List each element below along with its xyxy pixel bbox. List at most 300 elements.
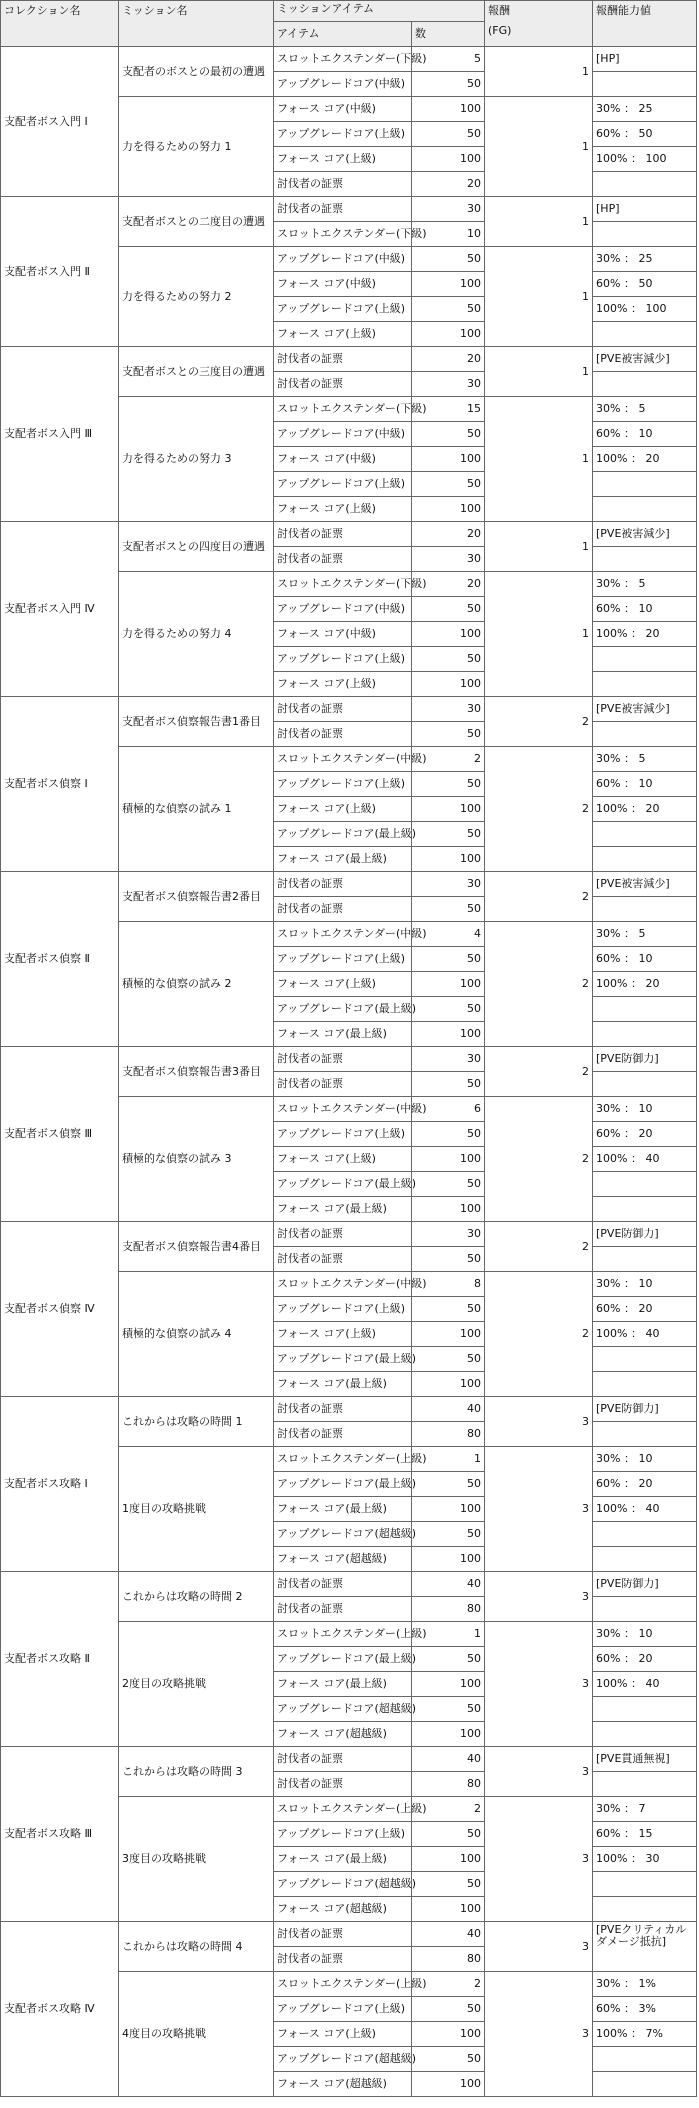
ability-value: 30% ： 5 (593, 747, 697, 772)
reward-fg: 2 (485, 1222, 593, 1272)
reward-fg: 1 (485, 397, 593, 522)
ability-value: 100% ： 7% (593, 2022, 697, 2047)
reward-fg: 2 (485, 922, 593, 1047)
reward-fg: 3 (485, 1447, 593, 1572)
item-name: スロットエクステンダー(上級) (274, 1797, 412, 1822)
item-count: 6 (412, 1097, 485, 1122)
mission-name: 支配者ボスとの四度目の遭遇 (119, 522, 274, 572)
item-name: スロットエクステンダー(上級) (274, 1622, 412, 1647)
ability-value: 100% ： 40 (593, 1672, 697, 1697)
item-count: 50 (412, 422, 485, 447)
mission-name: 1度目の攻略挑戦 (119, 1447, 274, 1572)
reward-fg: 3 (485, 1972, 593, 2097)
mission-name: 支配者ボス偵察報告書1番目 (119, 697, 274, 747)
ability-value: 30% ： 5 (593, 572, 697, 597)
item-name: フォース コア(上級) (274, 1147, 412, 1172)
item-count: 10 (412, 222, 485, 247)
reward-fg: 2 (485, 1047, 593, 1097)
ability-value: 60% ： 50 (593, 122, 697, 147)
item-count: 50 (412, 1297, 485, 1322)
ability-value (593, 1347, 697, 1372)
item-count: 15 (412, 397, 485, 422)
reward-fg: 3 (485, 1397, 593, 1447)
item-name: アップグレードコア(最上級) (274, 822, 412, 847)
ability-value: [PVE被害減少] (593, 522, 697, 547)
item-name: 討伐者の証票 (274, 1422, 412, 1447)
ability-value (593, 1722, 697, 1747)
table-row (1, 1397, 697, 1422)
ability-value (593, 72, 697, 97)
item-name: アップグレードコア(最上級) (274, 997, 412, 1022)
table-row (1, 1047, 697, 1072)
ability-value (593, 1897, 697, 1922)
header-reward-unit: (FG) (488, 24, 512, 37)
item-count: 20 (412, 572, 485, 597)
ability-value: 30% ： 1% (593, 1972, 697, 1997)
item-count: 80 (412, 1597, 485, 1622)
ability-value: 100% ： 40 (593, 1147, 697, 1172)
header-reward (485, 1, 593, 47)
item-name: アップグレードコア(超越級) (274, 1872, 412, 1897)
item-count: 100 (412, 1022, 485, 1047)
item-count: 100 (412, 672, 485, 697)
ability-value: 100% ： 100 (593, 147, 697, 172)
collection-name: 支配者ボス偵察 Ⅲ (1, 1047, 119, 1222)
collection-name: 支配者ボス入門 Ⅰ (1, 47, 119, 197)
item-name: フォース コア(最上級) (274, 847, 412, 872)
collection-name: 支配者ボス攻略 Ⅲ (1, 1747, 119, 1922)
table-row (1, 1747, 697, 1772)
item-name: アップグレードコア(最上級) (274, 1172, 412, 1197)
header-item: アイテム (274, 22, 412, 47)
table-row (1, 697, 697, 722)
ability-value (593, 847, 697, 872)
reward-fg: 2 (485, 747, 593, 872)
item-name: アップグレードコア(上級) (274, 772, 412, 797)
item-count: 100 (412, 1672, 485, 1697)
item-name: フォース コア(最上級) (274, 1672, 412, 1697)
reward-fg: 1 (485, 247, 593, 347)
item-name: スロットエクステンダー(下級) (274, 222, 412, 247)
item-name: フォース コア(超越級) (274, 1897, 412, 1922)
ability-value: 60% ： 50 (593, 272, 697, 297)
mission-name: 支配者ボス偵察報告書4番目 (119, 1222, 274, 1272)
ability-value (593, 722, 697, 747)
ability-value (593, 1422, 697, 1447)
ability-value: [PVE被害減少] (593, 872, 697, 897)
ability-value: 100% ： 40 (593, 1322, 697, 1347)
reward-fg: 1 (485, 97, 593, 197)
item-count: 50 (412, 722, 485, 747)
item-count: 50 (412, 1522, 485, 1547)
item-name: フォース コア(超越級) (274, 1722, 412, 1747)
item-name: スロットエクステンダー(下級) (274, 47, 412, 72)
ability-value (593, 2047, 697, 2072)
item-count: 20 (412, 172, 485, 197)
item-name: フォース コア(超越級) (274, 1547, 412, 1572)
item-name: フォース コア(上級) (274, 2022, 412, 2047)
ability-value: 100% ： 30 (593, 1847, 697, 1872)
item-name: スロットエクステンダー(中級) (274, 1097, 412, 1122)
ability-value: 60% ： 10 (593, 422, 697, 447)
mission-name: これからは攻略の時間 2 (119, 1572, 274, 1622)
item-name: 討伐者の証票 (274, 172, 412, 197)
item-count: 50 (412, 1997, 485, 2022)
ability-value: 60% ： 10 (593, 947, 697, 972)
mission-name: これからは攻略の時間 4 (119, 1922, 274, 1972)
item-name: スロットエクステンダー(中級) (274, 1272, 412, 1297)
item-name: 討伐者の証票 (274, 1072, 412, 1097)
item-count: 50 (412, 1247, 485, 1272)
ability-value (593, 1172, 697, 1197)
item-name: フォース コア(中級) (274, 447, 412, 472)
item-name: アップグレードコア(上級) (274, 1297, 412, 1322)
ability-value: 100% ： 100 (593, 297, 697, 322)
item-name: フォース コア(最上級) (274, 1197, 412, 1222)
item-count: 100 (412, 1547, 485, 1572)
item-count: 50 (412, 1347, 485, 1372)
header-reward-label: 報酬 (488, 4, 510, 17)
item-name: フォース コア(上級) (274, 322, 412, 347)
item-count: 100 (412, 972, 485, 997)
item-name: 討伐者の証票 (274, 1747, 412, 1772)
ability-value: [HP] (593, 197, 697, 222)
table-row (1, 47, 697, 72)
ability-value: 60% ： 20 (593, 1297, 697, 1322)
ability-value: 30% ： 10 (593, 1097, 697, 1122)
reward-fg: 1 (485, 572, 593, 697)
item-name: スロットエクステンダー(中級) (274, 922, 412, 947)
item-name: 討伐者の証票 (274, 1947, 412, 1972)
collection-name: 支配者ボス攻略 Ⅳ (1, 1922, 119, 2097)
mission-name: 力を得るための努力 2 (119, 247, 274, 347)
item-count: 80 (412, 1772, 485, 1797)
ability-value: 100% ： 20 (593, 622, 697, 647)
mission-name: これからは攻略の時間 3 (119, 1747, 274, 1797)
header-mission: ミッション名 (119, 1, 274, 47)
item-count: 1 (412, 1447, 485, 1472)
item-name: フォース コア(中級) (274, 622, 412, 647)
ability-value: 100% ： 20 (593, 797, 697, 822)
item-count: 40 (412, 1397, 485, 1422)
item-name: フォース コア(中級) (274, 272, 412, 297)
ability-value (593, 547, 697, 572)
item-name: フォース コア(上級) (274, 672, 412, 697)
mission-name: 4度目の攻略挑戦 (119, 1972, 274, 2097)
item-count: 50 (412, 2047, 485, 2072)
ability-value: 60% ： 20 (593, 1472, 697, 1497)
ability-value (593, 1522, 697, 1547)
item-count: 50 (412, 297, 485, 322)
collection-name: 支配者ボス入門 Ⅳ (1, 522, 119, 697)
item-count: 30 (412, 547, 485, 572)
item-count: 50 (412, 1697, 485, 1722)
item-count: 50 (412, 72, 485, 97)
ability-value: 100% ： 20 (593, 972, 697, 997)
item-name: 討伐者の証票 (274, 872, 412, 897)
reward-fg: 1 (485, 522, 593, 572)
item-count: 50 (412, 1472, 485, 1497)
ability-value: [PVE防御力] (593, 1397, 697, 1422)
item-name: アップグレードコア(上級) (274, 297, 412, 322)
item-name: フォース コア(最上級) (274, 1847, 412, 1872)
item-count: 50 (412, 1172, 485, 1197)
item-name: 討伐者の証票 (274, 372, 412, 397)
table-row (1, 197, 697, 222)
item-name: 討伐者の証票 (274, 547, 412, 572)
header-mission-item: ミッションアイテム (274, 1, 485, 22)
item-count: 30 (412, 1047, 485, 1072)
item-count: 50 (412, 1122, 485, 1147)
item-count: 100 (412, 2022, 485, 2047)
ability-value (593, 1697, 697, 1722)
reward-fg: 3 (485, 1572, 593, 1622)
ability-value: 30% ： 5 (593, 397, 697, 422)
item-name: アップグレードコア(上級) (274, 1997, 412, 2022)
item-name: フォース コア(中級) (274, 97, 412, 122)
mission-name: 力を得るための努力 4 (119, 572, 274, 697)
item-name: アップグレードコア(超越級) (274, 2047, 412, 2072)
ability-value (593, 222, 697, 247)
reward-fg: 3 (485, 1797, 593, 1922)
item-name: アップグレードコア(超越級) (274, 1697, 412, 1722)
header-row-1 (1, 1, 697, 22)
item-count: 100 (412, 322, 485, 347)
ability-value: 30% ： 10 (593, 1622, 697, 1647)
ability-value (593, 2072, 697, 2097)
item-count: 8 (412, 1272, 485, 1297)
ability-value (593, 1022, 697, 1047)
collection-name: 支配者ボス攻略 Ⅰ (1, 1397, 119, 1572)
mission-name: これからは攻略の時間 1 (119, 1397, 274, 1447)
item-name: 討伐者の証票 (274, 722, 412, 747)
item-name: 討伐者の証票 (274, 1922, 412, 1947)
item-count: 100 (412, 1847, 485, 1872)
reward-fg: 1 (485, 197, 593, 247)
mission-name: 支配者ボスとの二度目の遭遇 (119, 197, 274, 247)
reward-fg: 3 (485, 1922, 593, 1972)
ability-value: [HP] (593, 47, 697, 72)
item-name: アップグレードコア(上級) (274, 947, 412, 972)
item-count: 1 (412, 1622, 485, 1647)
item-count: 20 (412, 347, 485, 372)
item-count: 100 (412, 1147, 485, 1172)
ability-value (593, 322, 697, 347)
item-count: 30 (412, 697, 485, 722)
ability-value (593, 1547, 697, 1572)
ability-value (593, 372, 697, 397)
ability-value: 60% ： 20 (593, 1122, 697, 1147)
ability-value: 60% ： 3% (593, 1997, 697, 2022)
ability-value (593, 497, 697, 522)
table-row (1, 347, 697, 372)
item-name: 討伐者の証票 (274, 897, 412, 922)
item-name: アップグレードコア(上級) (274, 472, 412, 497)
ability-value (593, 897, 697, 922)
item-name: 討伐者の証票 (274, 197, 412, 222)
ability-value: 60% ： 15 (593, 1822, 697, 1847)
item-name: 討伐者の証票 (274, 1597, 412, 1622)
item-count: 30 (412, 372, 485, 397)
item-name: スロットエクステンダー(上級) (274, 1447, 412, 1472)
table-row (1, 522, 697, 547)
item-count: 100 (412, 272, 485, 297)
item-name: フォース コア(最上級) (274, 1022, 412, 1047)
item-count: 20 (412, 522, 485, 547)
ability-value (593, 822, 697, 847)
reward-fg: 1 (485, 347, 593, 397)
item-count: 2 (412, 1797, 485, 1822)
ability-value: [PVE防御力] (593, 1572, 697, 1597)
item-name: 討伐者の証票 (274, 1772, 412, 1797)
item-name: 討伐者の証票 (274, 347, 412, 372)
ability-value: [PVE被害減少] (593, 697, 697, 722)
item-name: アップグレードコア(上級) (274, 122, 412, 147)
item-count: 100 (412, 622, 485, 647)
ability-value: 30% ： 10 (593, 1272, 697, 1297)
ability-value (593, 472, 697, 497)
item-name: 討伐者の証票 (274, 697, 412, 722)
ability-value: 100% ： 40 (593, 1497, 697, 1522)
mission-table-body (1, 1, 697, 2097)
item-count: 50 (412, 1647, 485, 1672)
item-name: アップグレードコア(上級) (274, 1122, 412, 1147)
item-name: アップグレードコア(中級) (274, 247, 412, 272)
item-count: 50 (412, 897, 485, 922)
item-name: アップグレードコア(上級) (274, 1822, 412, 1847)
ability-value: [PVE防御力] (593, 1222, 697, 1247)
ability-value (593, 1072, 697, 1097)
item-name: フォース コア(上級) (274, 497, 412, 522)
mission-name: 積極的な偵察の試み 4 (119, 1272, 274, 1397)
item-count: 100 (412, 847, 485, 872)
item-count: 100 (412, 1897, 485, 1922)
item-name: フォース コア(上級) (274, 1322, 412, 1347)
ability-value: [PVE防御力] (593, 1047, 697, 1072)
item-count: 50 (412, 772, 485, 797)
item-count: 50 (412, 597, 485, 622)
item-name: アップグレードコア(上級) (274, 647, 412, 672)
item-count: 30 (412, 872, 485, 897)
item-count: 4 (412, 922, 485, 947)
ability-value (593, 172, 697, 197)
collection-name: 支配者ボス入門 Ⅱ (1, 197, 119, 347)
item-name: アップグレードコア(中級) (274, 422, 412, 447)
item-count: 100 (412, 1497, 485, 1522)
item-name: フォース コア(最上級) (274, 1497, 412, 1522)
table-row (1, 1222, 697, 1247)
item-name: アップグレードコア(超越級) (274, 1522, 412, 1547)
mission-name: 2度目の攻略挑戦 (119, 1622, 274, 1747)
reward-fg: 1 (485, 47, 593, 97)
ability-value (593, 1872, 697, 1897)
item-count: 2 (412, 747, 485, 772)
table-row (1, 872, 697, 897)
item-count: 100 (412, 1722, 485, 1747)
mission-name: 積極的な偵察の試み 3 (119, 1097, 274, 1222)
reward-fg: 2 (485, 697, 593, 747)
item-count: 50 (412, 1872, 485, 1897)
item-count: 100 (412, 1372, 485, 1397)
collection-name: 支配者ボス偵察 Ⅳ (1, 1222, 119, 1397)
ability-value (593, 1197, 697, 1222)
reward-fg: 2 (485, 1097, 593, 1222)
reward-fg: 3 (485, 1747, 593, 1797)
mission-name: 支配者のボスとの最初の遭遇 (119, 47, 274, 97)
ability-value: 30% ： 25 (593, 247, 697, 272)
item-name: スロットエクステンダー(上級) (274, 1972, 412, 1997)
ability-value: 60% ： 10 (593, 772, 697, 797)
collection-name: 支配者ボス偵察 Ⅱ (1, 872, 119, 1047)
item-name: フォース コア(上級) (274, 972, 412, 997)
item-count: 50 (412, 947, 485, 972)
ability-value: 30% ： 25 (593, 97, 697, 122)
mission-name: 積極的な偵察の試み 1 (119, 747, 274, 872)
item-name: フォース コア(上級) (274, 797, 412, 822)
item-count: 50 (412, 822, 485, 847)
item-count: 100 (412, 2072, 485, 2097)
item-count: 100 (412, 1197, 485, 1222)
header-count: 数 (412, 22, 485, 47)
ability-value: 30% ： 10 (593, 1447, 697, 1472)
item-count: 80 (412, 1947, 485, 1972)
item-name: アップグレードコア(最上級) (274, 1647, 412, 1672)
item-count: 2 (412, 1972, 485, 1997)
item-name: フォース コア(上級) (274, 147, 412, 172)
item-count: 30 (412, 1222, 485, 1247)
item-name: 討伐者の証票 (274, 1222, 412, 1247)
ability-value: [PVEクリティカルダメージ抵抗] (593, 1922, 697, 1972)
item-count: 40 (412, 1922, 485, 1947)
item-name: スロットエクステンダー(下級) (274, 397, 412, 422)
ability-value (593, 672, 697, 697)
item-name: 討伐者の証票 (274, 1572, 412, 1597)
item-name: アップグレードコア(中級) (274, 72, 412, 97)
mission-name: 力を得るための努力 1 (119, 97, 274, 197)
item-count: 50 (412, 472, 485, 497)
mission-name: 積極的な偵察の試み 2 (119, 922, 274, 1047)
ability-value: 30% ： 7 (593, 1797, 697, 1822)
ability-value: 100% ： 20 (593, 447, 697, 472)
ability-value: 30% ： 5 (593, 922, 697, 947)
header-ability: 報酬能力値 (593, 1, 697, 47)
ability-value: 60% ： 10 (593, 597, 697, 622)
ability-value (593, 1772, 697, 1797)
ability-value: [PVE貫通無視] (593, 1747, 697, 1772)
item-count: 50 (412, 1072, 485, 1097)
mission-name: 力を得るための努力 3 (119, 397, 274, 522)
header-collection: コレクション名 (1, 1, 119, 47)
item-count: 40 (412, 1572, 485, 1597)
item-count: 5 (412, 47, 485, 72)
ability-value (593, 1247, 697, 1272)
ability-value (593, 647, 697, 672)
item-count: 100 (412, 1322, 485, 1347)
item-count: 100 (412, 497, 485, 522)
collection-name: 支配者ボス攻略 Ⅱ (1, 1572, 119, 1747)
item-count: 100 (412, 797, 485, 822)
item-name: 討伐者の証票 (274, 1047, 412, 1072)
ability-value (593, 1372, 697, 1397)
table-row (1, 1572, 697, 1597)
item-name: 討伐者の証票 (274, 1397, 412, 1422)
item-count: 100 (412, 147, 485, 172)
collection-name: 支配者ボス偵察 Ⅰ (1, 697, 119, 872)
item-count: 50 (412, 247, 485, 272)
item-count: 30 (412, 197, 485, 222)
mission-name: 3度目の攻略挑戦 (119, 1797, 274, 1922)
reward-fg: 2 (485, 872, 593, 922)
